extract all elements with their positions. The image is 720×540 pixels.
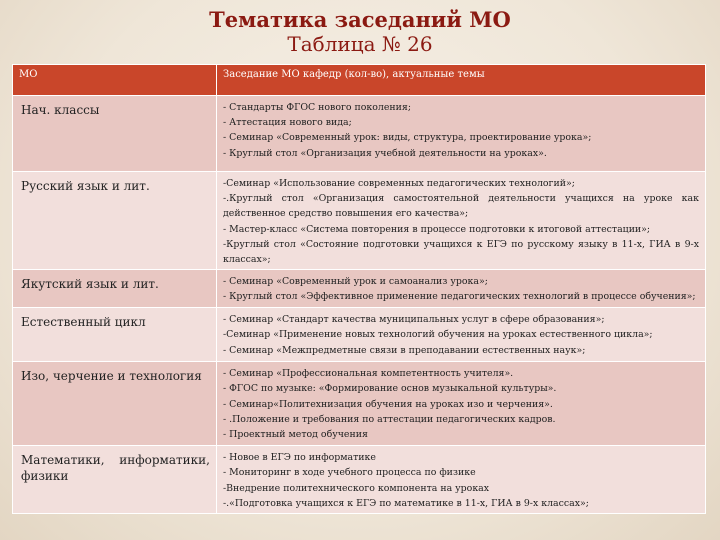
row-mo: Естественный цикл xyxy=(13,308,217,362)
topic-line: - Семинар «Профессиональная компетентность учителя». xyxy=(223,368,514,380)
table-row xyxy=(13,96,706,172)
topic-line: -Семинар «Применение новых технологий обучения на уроках естественного цикла»; xyxy=(223,329,653,341)
topic-line: - Семинар «Современный урок: виды, структура, проектирование урока»; xyxy=(223,132,592,144)
row-topics xyxy=(217,172,706,270)
title-block xyxy=(0,8,720,56)
table-row xyxy=(13,270,706,308)
topic-line: - Круглый стол «Организация учебной деятельности на уроках». xyxy=(223,147,547,159)
topic-line: -Семинар «Использование современных педагогических технологий»; xyxy=(223,178,575,189)
mo-topics-table xyxy=(12,64,706,514)
topic-line: -.«Подготовка учащихся к ЕГЭ по математике в 11-х, ГИА в 9-х классах»; xyxy=(223,497,589,509)
table-number: Таблица № 26 xyxy=(287,32,433,56)
row-topics xyxy=(217,270,706,308)
topic-line: - Проектный метод обучения xyxy=(223,429,368,441)
topic-line: - Семинар«Политехнизация обучения на уроках изо и черчения». xyxy=(223,398,553,410)
topic-line: - .Положение и требования по аттестации педагогических кадров. xyxy=(223,413,556,425)
topic-line: - Новое в ЕГЭ по информатике xyxy=(223,452,376,464)
header-topics: Заседание МО кафедр (кол-во), актуальные темы xyxy=(217,65,706,96)
topic-line: -Круглый стол «Состояние подготовки учащихся к ЕГЭ по русскому языку в 11-х, ГИА в 9-х классах»; xyxy=(223,238,699,266)
topic-line: - ФГОС по музыке: «Формирование основ музыкальной культуры». xyxy=(223,383,557,395)
topic-line: - Мониторинг в ходе учебного процесса по физике xyxy=(223,467,476,479)
row-mo: Якутский язык и лит. xyxy=(13,270,217,308)
topic-line: - Семинар «Современный урок и самоанализ урока»; xyxy=(223,276,488,288)
row-topics xyxy=(217,96,706,172)
topic-line: - Семинар «Стандарт качества муниципальных услуг в сфере образования»; xyxy=(223,314,605,326)
page-title: Тематика заседаний МО xyxy=(209,7,511,32)
row-mo: Русский язык и лит. xyxy=(13,172,217,270)
row-mo: Математики, информатики, физики xyxy=(13,446,217,514)
topic-line: - Круглый стол «Эффективное применение педагогических технологий в процессе обучения»; xyxy=(223,291,696,303)
topic-line: - Аттестация нового вида; xyxy=(223,117,352,129)
header-mo: МО xyxy=(13,65,217,96)
table-row xyxy=(13,362,706,446)
topic-line: - Стандарты ФГОС нового поколения; xyxy=(223,102,411,113)
row-topics xyxy=(217,362,706,446)
table-header-row xyxy=(13,65,706,96)
row-mo: Изо, черчение и технология xyxy=(13,362,217,446)
row-topics xyxy=(217,308,706,362)
table-row xyxy=(13,308,706,362)
row-mo: Нач. классы xyxy=(13,96,217,172)
topic-line: -.Круглый стол «Организация самостоятельной деятельности учащихся на уроке как действенное средство повышения его качества»; xyxy=(223,193,699,220)
topic-line: -Внедрение политехнического компонента на уроках xyxy=(223,482,490,494)
row-topics xyxy=(217,446,706,514)
table-row xyxy=(13,172,706,270)
table-row xyxy=(13,446,706,514)
topic-line: - Семинар «Межпредметные связи в преподавании естественных наук»; xyxy=(223,344,586,356)
topic-line: - Мастер-класс «Система повторения в процессе подготовки к итоговой аттестации»; xyxy=(223,223,651,235)
